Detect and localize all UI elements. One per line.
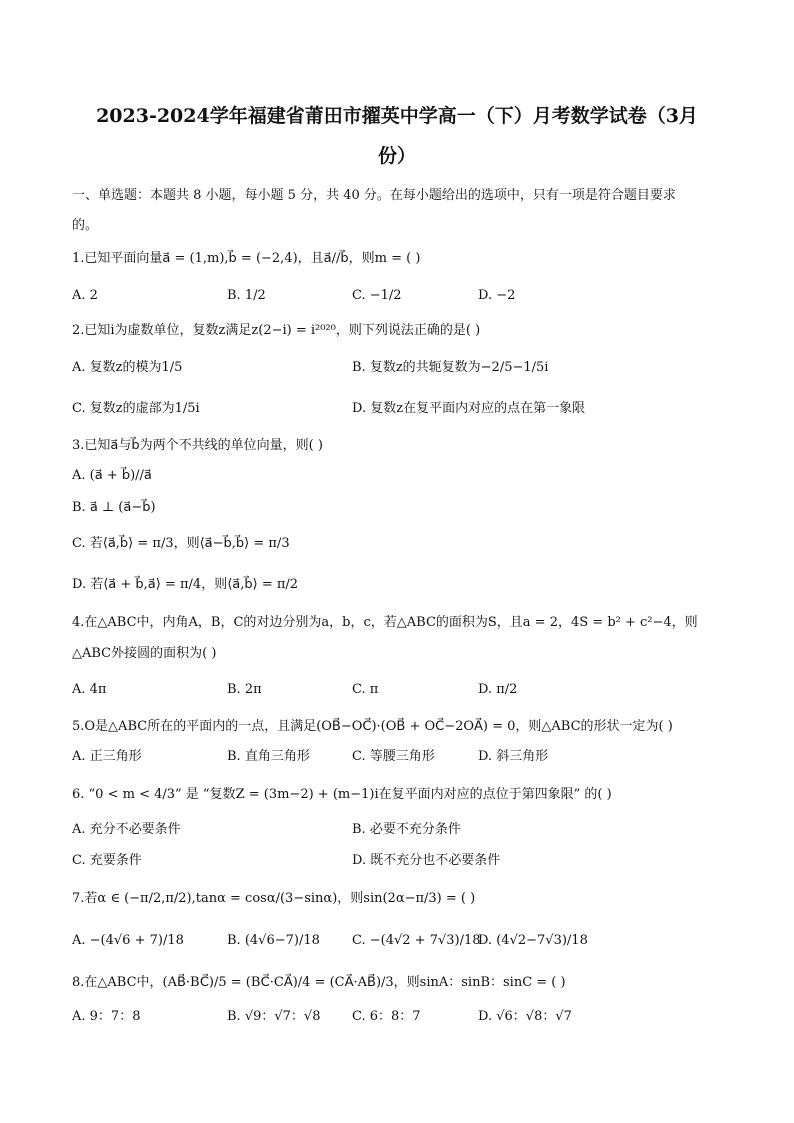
question-7-option-b: B. (4√6−7)/18 bbox=[227, 933, 320, 948]
question-5-option-b: B. 直角三角形 bbox=[227, 749, 310, 764]
question-6-option-a: A. 充分不必要条件 bbox=[72, 822, 181, 837]
question-6-option-d: D. 既不充分也不必要条件 bbox=[352, 853, 501, 868]
exam-title bbox=[60, 96, 734, 176]
question-3-option-c: C. 若⟨a⃗,b⃗⟩ = π/3，则⟨a⃗−b⃗,b⃗⟩ = π/3 bbox=[72, 536, 290, 551]
question-8-option-d: D. √6：√8：√7 bbox=[478, 1009, 572, 1024]
question-7-stem: 7.若α ∈ (−π/2,π/2),tanα = cosα/(3−sinα)，则sin(2α−π/3) = ( ) bbox=[72, 891, 476, 906]
question-8-option-a: A. 9：7：8 bbox=[72, 1009, 141, 1024]
question-2-stem: 2.已知i为虚数单位，复数z满足z(2−i) = i²⁰²⁰，则下列说法正确的是( ) bbox=[72, 323, 481, 338]
question-6-option-b: B. 必要不充分条件 bbox=[352, 822, 461, 837]
question-1-option-c: C. −1/2 bbox=[352, 288, 402, 303]
question-4-option-c: C. π bbox=[352, 682, 379, 697]
question-2-option-a: A. 复数z的模为1/5 bbox=[72, 360, 183, 375]
question-4-stem-cont: △ABC外接圆的面积为( ) bbox=[72, 646, 217, 661]
question-4-option-b: B. 2π bbox=[227, 682, 262, 697]
question-1-option-d: D. −2 bbox=[478, 288, 516, 303]
title-line-2: 份） bbox=[377, 145, 416, 167]
question-2-option-b: B. 复数z的共轭复数为−2/5−1/5i bbox=[352, 360, 549, 375]
question-1-stem: 1.已知平面向量a⃗ = (1,m),b⃗ = (−2,4)，且a⃗//b⃗，则m = ( ) bbox=[72, 251, 421, 266]
question-7-option-a: A. −(4√6 + 7)/18 bbox=[72, 933, 184, 948]
question-7-option-d: D. (4√2−7√3)/18 bbox=[478, 933, 588, 948]
question-1-option-a: A. 2 bbox=[72, 288, 98, 303]
question-8-option-c: C. 6：8：7 bbox=[352, 1009, 421, 1024]
question-7-option-c: C. −(4√2 + 7√3)/18 bbox=[352, 933, 481, 948]
question-5-option-a: A. 正三角形 bbox=[72, 749, 142, 764]
question-3-option-b: B. a⃗ ⊥ (a⃗−b⃗) bbox=[72, 500, 156, 515]
question-8-option-b: B. √9：√7：√8 bbox=[227, 1009, 321, 1024]
question-2-option-d: D. 复数z在复平面内对应的点在第一象限 bbox=[352, 401, 586, 416]
question-4-stem: 4.在△ABC中，内角A，B，C的对边分别为a，b，c，若△ABC的面积为S，且a = 2，4S = b² + c²−4，则 bbox=[72, 615, 698, 630]
question-6-stem: 6. “0 < m < 4/3” 是 “复数Z = (3m−2) + (m−1)i在复平面内对应的点位于第四象限” 的( ) bbox=[72, 787, 612, 802]
question-8-stem: 8.在△ABC中，(AB⃗·BC⃗)/5 = (BC⃗·CA⃗)/4 = (CA⃗·AB⃗)/3，则sinA：sinB：sinC = ( ) bbox=[72, 975, 566, 990]
title-line-1: 2023-2024学年福建省莆田市擢英中学高一（下）月考数学试卷（3月 bbox=[96, 105, 698, 127]
section-heading-cont: 的。 bbox=[72, 218, 99, 233]
question-5-option-d: D. 斜三角形 bbox=[478, 749, 549, 764]
question-2-option-c: C. 复数z的虚部为1/5i bbox=[72, 401, 200, 416]
question-4-option-d: D. π/2 bbox=[478, 682, 518, 697]
question-3-option-a: A. (a⃗ + b⃗)//a⃗ bbox=[72, 468, 152, 483]
question-5-option-c: C. 等腰三角形 bbox=[352, 749, 435, 764]
question-3-option-d: D. 若⟨a⃗ + b⃗,a⃗⟩ = π/4，则⟨a⃗,b⃗⟩ = π/2 bbox=[72, 577, 299, 592]
question-1-option-b: B. 1/2 bbox=[227, 288, 266, 303]
question-6-option-c: C. 充要条件 bbox=[72, 853, 142, 868]
question-4-option-a: A. 4π bbox=[72, 682, 107, 697]
question-3-stem: 3.已知a⃗与b⃗为两个不共线的单位向量，则( ) bbox=[72, 438, 323, 453]
question-5-stem: 5.O是△ABC所在的平面内的一点，且满足(OB⃗−OC⃗)·(OB⃗ + OC⃗−2OA⃗) = 0，则△ABC的形状一定为( ) bbox=[72, 719, 673, 734]
section-heading: 一、单选题：本题共 8 小题，每小题 5 分，共 40 分。在每小题给出的选项中，只有一项是符合题目要求 bbox=[72, 188, 676, 203]
